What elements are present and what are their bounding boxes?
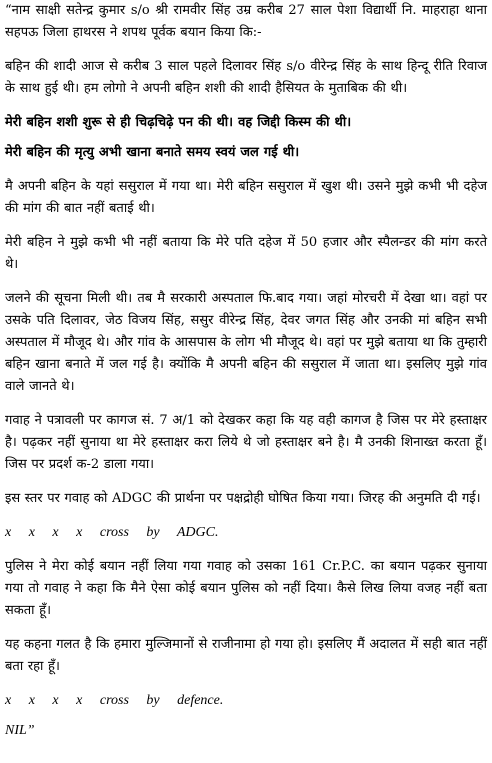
cross-by-defence: x x x x cross by defence.	[5, 693, 224, 708]
document-page	[5, 0, 487, 742]
paragraph-temperament: मेरी बहिन शशी शुरू से ही चिढ़चिढ़े पन की थी। वह जिद्दी किस्म की थी।	[5, 115, 352, 130]
paragraph-visit: मै अपनी बहिन के यहां ससुराल में गया था। मेरी बहिन ससुराल में खुश थी। उसने मुझे कभी भी दहेज की मांग की बात नहीं बताई थी।	[5, 179, 487, 216]
cross-by-adgc: x x x x cross by ADGC.	[5, 525, 219, 540]
paragraph-witness-intro: “नाम साक्षी सतेन्द्र कुमार s/o श्री रामवीर सिंह उम्र करीब 27 साल पेशा विद्यार्थी नि. माहराहा थाना सहपऊ जिला हाथरस ने शपथ पूर्वक बयान किया कि:-	[5, 3, 487, 40]
paragraph-hostile: इस स्तर पर गवाह को ADGC की प्रार्थना पर पक्षद्रोही घोषित किया गया। जिरह की अनुमति दी गई।	[5, 491, 481, 506]
paragraph-police-statement: पुलिस ने मेरा कोई बयान नहीं लिया गया गवाह को उसका 161 Cr.P.C. का बयान पढ़कर सुनाया गया तो गवाह ने कहा कि मैने ऐसा कोई बयान पुलिस को नहीं दिया। कैसे लिख लिया वजह नहीं बता सकता हूँ।	[5, 559, 487, 618]
paragraph-signature: गवाह ने पत्रावली पर कागज सं. 7 अ/1 को देखकर कहा कि यह वही कागज है जिस पर मेरे हस्ताक्षर है। पढ़कर नहीं सुनाया था मेरे हस्ताक्षर करा लिये थे जो हस्ताक्षर बने है। मै उनकी शिनाख्त करता हूँ। जिस पर प्रदर्श क-2 डाला गया।	[5, 413, 487, 472]
paragraph-marriage: बहिन की शादी आज से करीब 3 साल पहले दिलावर सिंह s/o वीरेन्द्र सिंह के साथ हिन्दू रीति रिवाज के साथ हुई थी। हम लोगो ने अपनी बहिन शशी की शादी हैसियत के मुताबिक की थी।	[5, 59, 487, 96]
paragraph-compromise: यह कहना गलत है कि हमारा मुल्जिमानों से राजीनामा हो गया हो। इसलिए मैं अदालत में सही बात नहीं बता रहा हूँ।	[5, 637, 487, 674]
paragraph-dowry: मेरी बहिन ने मुझे कभी भी नहीं बताया कि मेरे पति दहेज में 50 हजार और स्पैलन्डर की मांग करते थे।	[5, 235, 487, 272]
nil-text: NIL”	[5, 723, 35, 738]
paragraph-death: मेरी बहिन की मृत्यु अभी खाना बनाते समय स्वयं जल गई थी।	[5, 145, 300, 160]
paragraph-hospital: जलने की सूचना मिली थी। तब मै सरकारी अस्पताल फि.बाद गया। जहां मोरचरी में देखा था। वहां पर उसके पति दिलावर, जेठ विजय सिंह, ससुर वीरेन्द्र सिंह, देवर जगत सिंह और उनकी मां बहिन सभी अस्पताल में मौजूद थे। और गांव के आसपास के लोग भी मौजूद थे। वहां पर मुझे बताया था कि तुम्हारी बहिन खाना बनाते में जल गई है। क्योंकि मै अपनी बहिन की ससुराल में जाता था। इसलिए मुझे गांव वाले जानते थे।	[5, 291, 487, 394]
